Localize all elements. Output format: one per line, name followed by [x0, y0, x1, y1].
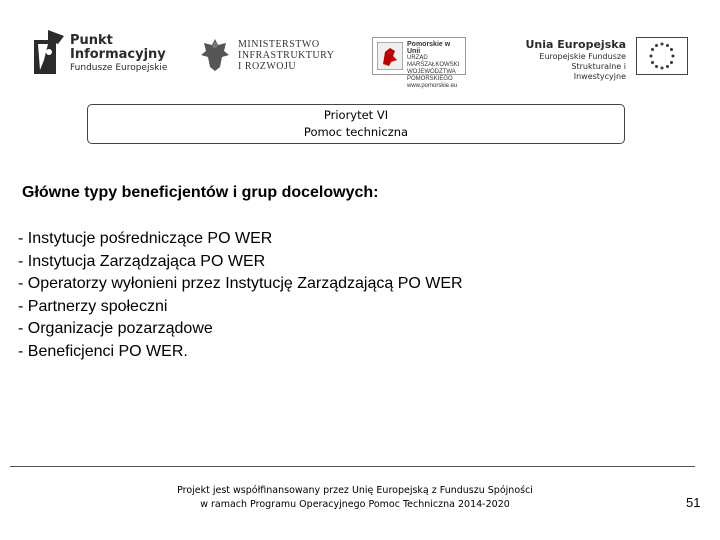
- unia-europejska-text: [520, 38, 626, 82]
- list-item: - Partnerzy społeczni: [18, 297, 168, 315]
- punkt-informacyjny-text: [70, 34, 167, 74]
- pomorskie-text: [407, 41, 465, 90]
- list-item: - Beneficjenci PO WER.: [18, 342, 188, 360]
- footer-line2: w ramach Programu Operacyjnego Pomoc Techniczna 2014-2020: [200, 499, 510, 510]
- logo-bar: [0, 0, 720, 90]
- ministerstwo-line2: INFRASTRUKTURY: [238, 50, 335, 61]
- ue-line2: Europejskie Fundusze: [539, 52, 626, 61]
- footer-text: [150, 484, 560, 512]
- ue-line3: Strukturalne i Inwestycyjne: [571, 62, 626, 81]
- pomorskie-griffin-icon: [377, 42, 403, 70]
- priority-subtitle: Pomoc techniczna: [303, 125, 409, 139]
- list-item: - Operatorzy wyłonieni przez Instytucję Zarządzającą PO WER: [18, 275, 463, 292]
- beneficiaries-list: [18, 228, 463, 363]
- punkt-line1: Punkt: [70, 33, 113, 48]
- pomorskie-logo: [372, 37, 466, 89]
- ministerstwo-line3: I ROZWOJU: [238, 61, 297, 72]
- eu-flag-icon: [636, 37, 688, 75]
- punkt-line3: Fundusze Europejskie: [70, 63, 168, 73]
- pomorskie-line4: www.pomorskie.eu: [407, 83, 458, 89]
- section-heading: Główne typy beneficjentów i grup docelowych:: [22, 184, 379, 201]
- pomorskie-line3: WOJEWÓDZTWA POMORSKIEGO: [407, 69, 456, 82]
- priority-box: [87, 104, 625, 144]
- list-item: - Instytucje pośredniczące PO WER: [18, 230, 273, 247]
- list-item: - Instytucja Zarządzająca PO WER: [18, 252, 266, 270]
- priority-title: Priorytet VI: [323, 108, 389, 122]
- ue-line1: Unia Europejska: [525, 38, 626, 51]
- polish-eagle-icon: [200, 37, 230, 73]
- punkt-informacyjny-logo-icon: [34, 30, 64, 78]
- footer-divider: [10, 466, 695, 467]
- pomorskie-line1: Pomorskie w Unii: [407, 41, 451, 55]
- ministerstwo-line1: MINISTERSTWO: [238, 39, 320, 50]
- footer-line1: Projekt jest współfinansowany przez Unię Europejską z Funduszu Spójności: [177, 485, 533, 496]
- page-number: 51: [686, 495, 701, 510]
- pomorskie-line2: URZĄD MARSZAŁKOWSKI: [407, 55, 460, 68]
- punkt-line2: Informacyjny: [70, 47, 166, 62]
- list-item: - Organizacje pozarządowe: [18, 320, 213, 337]
- ministerstwo-text: [238, 39, 334, 72]
